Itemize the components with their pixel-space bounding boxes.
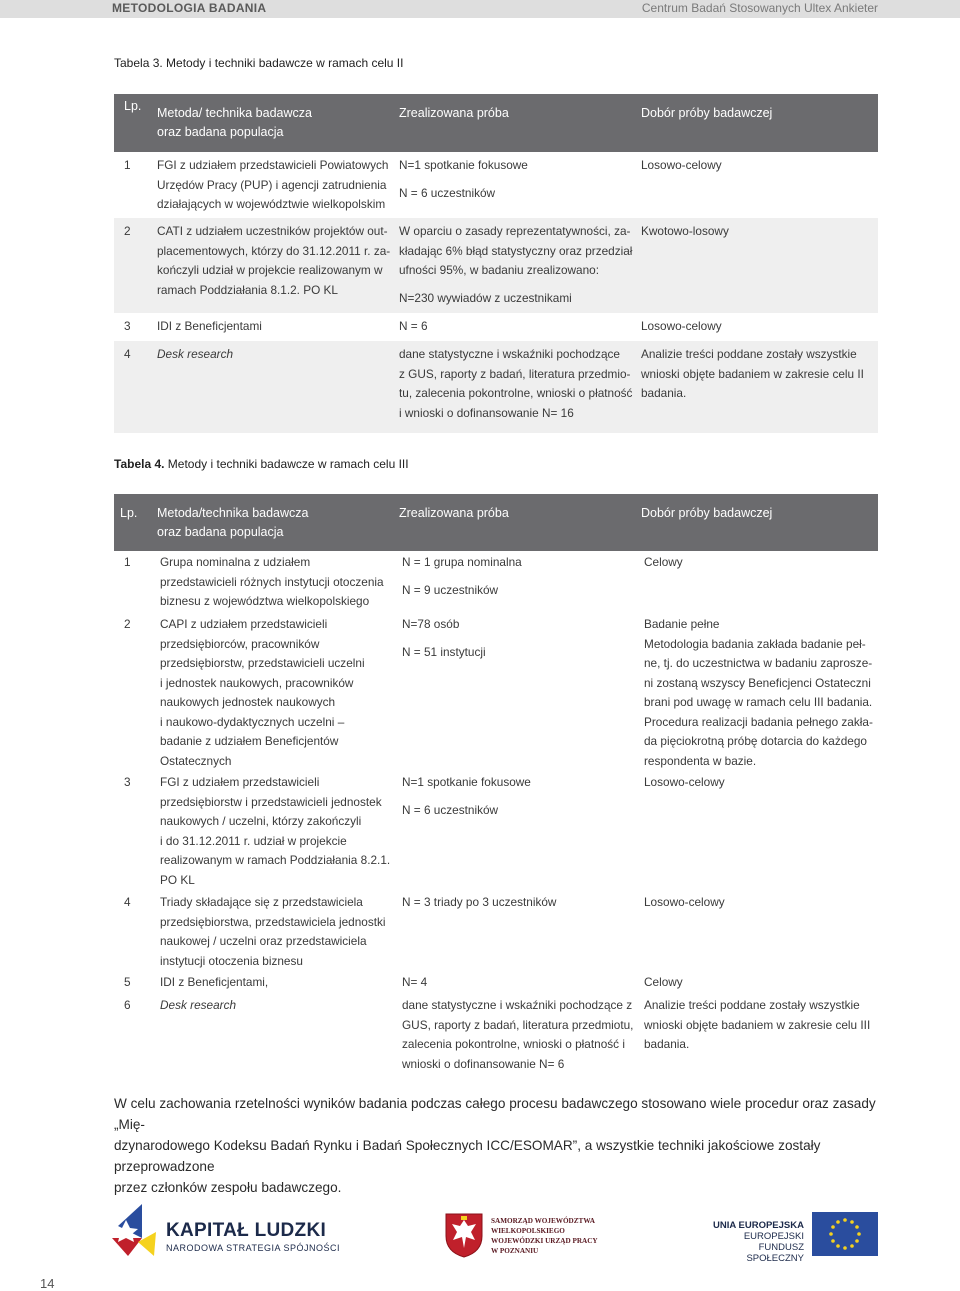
text-line: placementowych, którzy do 31.12.2011 r. za-: [157, 243, 391, 258]
row-method: [157, 222, 392, 300]
kapital-ludzki-title: KAPITAŁ LUDZKI: [166, 1220, 327, 1241]
text-line: Grupa nominalna z udziałem: [160, 555, 311, 569]
caption-text: Metody i techniki badawcze w ramach celu III: [164, 457, 409, 471]
text-line: przedsiębiorstw, przedstawicieli uczelni: [160, 656, 365, 670]
publisher-name: Centrum Badań Stosowanych Ultex Ankieter: [641, 1, 878, 15]
text-line: UNIA EUROPEJSKA: [713, 1220, 804, 1231]
text-line: PO KL: [160, 872, 195, 887]
row-selection: [641, 156, 876, 176]
row-method: Desk research: [157, 347, 234, 361]
row-sample: [402, 996, 638, 1074]
text-line: i do 31.12.2011 r. udział w projekcie: [160, 833, 347, 848]
text-line: W celu zachowania rzetelności wyników badania podczas całego procesu badawczego stosowano wiele procedur oraz zasady „Mię-: [114, 1096, 876, 1132]
text-line: dzynarodowego Kodeksu Badań Rynku i Badań Społecznych ICC/ESOMAR”, a wszystkie techniki jakościowe zostały przeprowadzone: [114, 1138, 821, 1174]
text-line: wnioski objęte badaniem w zakresie celu III: [644, 1017, 871, 1032]
row-selection: Losowo-celowy: [644, 895, 725, 909]
text-line: N = 51 instytucji: [402, 644, 486, 659]
text-line: da pięciokrotną próbę dotarcia do każdego: [644, 734, 867, 748]
text-line: N=1 spotkanie fokusowe: [402, 775, 531, 789]
text-line: N = 6 uczestników: [402, 802, 499, 817]
text-line: naukowej / uczelni oraz przedstawiciela: [160, 934, 367, 948]
text-line: Urzędów Pracy (PUP) i agencji zatrudnienia: [157, 177, 387, 192]
text-line: SAMORZĄD WOJEWÓDZTWA: [491, 1217, 595, 1225]
table-row: [114, 996, 878, 1076]
table-row: [114, 341, 878, 433]
header-method-sub: oraz badana populacja: [157, 525, 284, 539]
text-line: przedsiębiorstw i przedstawicieli jednostek: [160, 794, 382, 809]
text-line: CAPI z udziałem przedstawicieli: [160, 617, 328, 631]
row-sample: [402, 773, 637, 820]
text-line: N=78 osób: [402, 617, 460, 631]
text-line: przedsiębiorców, pracowników: [160, 636, 320, 651]
text-line: tu, zalecenia pokontrolne, wnioski o płatność: [399, 386, 633, 400]
text-line: ufności 95%, w badaniu zrealizowano:: [399, 263, 600, 277]
text-line: działających w województwie wielkopolskim: [157, 197, 386, 211]
header-method: Metoda/technika badawcza: [157, 506, 309, 520]
row-number: 4: [124, 895, 131, 909]
table-row: [114, 313, 878, 341]
page-header: [0, 0, 960, 18]
text-line: dane statystyczne i wskaźniki pochodzące: [399, 347, 620, 361]
text-line: ni zostaną wszyscy Beneficjenci Ostateczni: [644, 675, 871, 690]
row-method: [160, 893, 395, 971]
row-method: [160, 553, 395, 612]
row-method: [157, 156, 392, 215]
row-selection: [641, 345, 876, 404]
row-selection: [641, 222, 876, 242]
row-sample: N= 4: [402, 975, 428, 989]
row-selection: [644, 996, 880, 1055]
header-lp: Lp.: [124, 99, 142, 113]
row-selection: [644, 615, 880, 771]
row-selection: Celowy: [644, 975, 683, 989]
header-method: Metoda/ technika badawcza: [157, 106, 312, 120]
table-row: [114, 891, 878, 973]
text-line: W POZNANIU: [491, 1247, 539, 1255]
text-line: WOJEWÓDZKI URZĄD PRACY: [491, 1237, 598, 1245]
text-line: Triady składające się z przedstawiciela: [160, 895, 363, 909]
text-line: realizowanym w ramach Poddziałania 8.2.1.: [160, 853, 391, 867]
text-line: wnioski o dofinansowanie N= 6: [402, 1056, 565, 1071]
row-method: [160, 615, 395, 771]
row-selection: Losowo-celowy: [641, 319, 722, 333]
text-line: Kwotowo-losowy: [641, 224, 729, 238]
text-line: biznesu z województwa wielkopolskiego: [160, 594, 370, 608]
row-sample: N = 6: [399, 319, 428, 333]
row-number: 3: [124, 319, 131, 333]
text-line: i naukowo-dydaktycznych uczelni –: [160, 714, 345, 729]
text-line: Badanie pełne: [644, 617, 720, 631]
table-row: [114, 613, 878, 771]
row-sample: [399, 345, 634, 423]
text-line: N=1 spotkanie fokusowe: [399, 158, 528, 172]
text-line: FGI z udziałem przedstawicieli: [160, 775, 320, 789]
caption-label: Tabela 4.: [114, 457, 165, 471]
header-sample: Zrealizowana próba: [399, 106, 509, 120]
page-number: 14: [40, 1276, 55, 1291]
text-line: instytucji otoczenia biznesu: [160, 953, 303, 968]
row-number: 1: [124, 158, 131, 172]
text-line: FGI z udziałem przedstawicieli Powiatowych: [157, 158, 389, 172]
text-line: EUROPEJSKI: [743, 1231, 804, 1242]
text-line: ne, tj. do uczestnictwa w badaniu zaprosze-: [644, 656, 873, 670]
text-line: i jednostek naukowych, pracowników: [160, 675, 354, 690]
row-number: 3: [124, 775, 131, 789]
eu-text: [706, 1220, 804, 1264]
row-method: IDI z Beneficjentami,: [160, 975, 269, 989]
table4-caption: [114, 457, 409, 471]
text-line: Ostatecznych: [160, 753, 232, 768]
text-line: naukowych jednostek naukowych: [160, 695, 336, 709]
table-row: [114, 771, 878, 891]
text-line: i wnioski o dofinansowanie N= 16: [399, 405, 574, 420]
row-sample: [402, 553, 637, 600]
text-line: N = 1 grupa nominalna: [402, 555, 522, 569]
header-lp: Lp.: [120, 506, 138, 520]
row-sample: N = 3 triady po 3 uczestników: [402, 895, 557, 909]
text-line: ramach Poddziałania 8.1.2. PO KL: [157, 282, 338, 297]
text-line: N = 9 uczestników: [402, 582, 499, 597]
table-row: [114, 218, 878, 313]
text-line: przedsiębiorstwa, przedstawiciela jednostki: [160, 914, 386, 929]
text-line: dane statystyczne i wskaźniki pochodzące z: [402, 998, 633, 1012]
kapital-ludzki-subtitle: NARODOWA STRATEGIA SPÓJNOŚCI: [166, 1243, 341, 1253]
text-line: N = 6 uczestników: [399, 185, 496, 200]
text-line: z GUS, raporty z badań, literatura przedmio-: [399, 366, 631, 381]
text-line: zalecenia pokontrolne, wnioski o płatność i: [402, 1037, 625, 1051]
section-title: METODOLOGIA BADANIA: [112, 1, 267, 15]
row-number: 4: [124, 347, 131, 361]
kapital-ludzki-emblem-icon: [108, 1198, 160, 1260]
eu-flag-icon: [812, 1212, 878, 1256]
wielkopolska-crest-icon: [444, 1212, 484, 1258]
table-row: [114, 152, 878, 218]
row-number: 2: [124, 617, 131, 631]
text-line: przedstawicieli różnych instytucji otoczenia: [160, 574, 384, 589]
table4-header: [114, 494, 878, 551]
text-line: W oparciu o zasady reprezentatywności, za-: [399, 224, 631, 238]
text-line: Losowo-celowy: [641, 158, 722, 172]
text-line: przez członków zespołu badawczego.: [114, 1180, 342, 1195]
table-row: [114, 973, 878, 996]
header-selection: Dobór próby badawczej: [641, 506, 773, 520]
text-line: Analizie treści poddane zostały wszystkie: [644, 998, 860, 1012]
row-number: 5: [124, 975, 131, 989]
row-sample: [399, 222, 634, 308]
text-line: respondenta w bazie.: [644, 753, 757, 768]
row-method: Desk research: [160, 998, 237, 1012]
text-line: GUS, raporty z badań, literatura przedmiotu,: [402, 1017, 634, 1032]
text-line: badania.: [644, 1037, 690, 1051]
header-sample: Zrealizowana próba: [399, 506, 509, 520]
text-line: WIELKOPOLSKIEGO: [491, 1227, 565, 1235]
text-line: Analizie treści poddane zostały wszystkie: [641, 347, 857, 361]
text-line: Procedura realizacji badania pełnego zakła-: [644, 714, 873, 729]
header-selection: Dobór próby badawczej: [641, 106, 773, 120]
footer-logos: [0, 1190, 960, 1270]
header-method-sub: oraz badana populacja: [157, 125, 284, 139]
row-number: 2: [124, 224, 131, 238]
row-selection: Losowo-celowy: [644, 775, 725, 789]
samorzad-text: [491, 1216, 598, 1256]
closing-paragraph: [114, 1093, 884, 1198]
row-sample: [399, 156, 634, 203]
text-line: Metodologia badania zakłada badanie peł-: [644, 636, 866, 651]
text-line: kładając 6% błąd statystyczny oraz przedział: [399, 243, 633, 258]
row-method: IDI z Beneficjentami: [157, 319, 262, 333]
table3-header: [114, 94, 878, 152]
text-line: N=230 wywiadów z uczestnikami: [399, 290, 572, 305]
text-line: wnioski objęte badaniem w zakresie celu II: [641, 366, 864, 381]
text-line: brani pod uwagę w ramach celu III badania.: [644, 695, 873, 709]
text-line: kończyli udział w projekcie realizowanym w: [157, 263, 383, 277]
row-number: 1: [124, 555, 131, 569]
text-line: FUNDUSZ SPOŁECZNY: [746, 1242, 804, 1264]
text-line: badanie z udziałem Beneficjentów: [160, 734, 339, 748]
row-method: [160, 773, 395, 890]
row-number: 6: [124, 998, 131, 1012]
text-line: badania.: [641, 386, 687, 400]
text-line: naukowych / uczelni, którzy zakończyli: [160, 814, 362, 828]
table3-caption: Tabela 3. Metody i techniki badawcze w ramach celu II: [114, 56, 404, 70]
text-line: CATI z udziałem uczestników projektów out-: [157, 224, 388, 238]
row-sample: [402, 615, 637, 662]
row-selection: Celowy: [644, 555, 683, 569]
table-row: [114, 551, 878, 613]
